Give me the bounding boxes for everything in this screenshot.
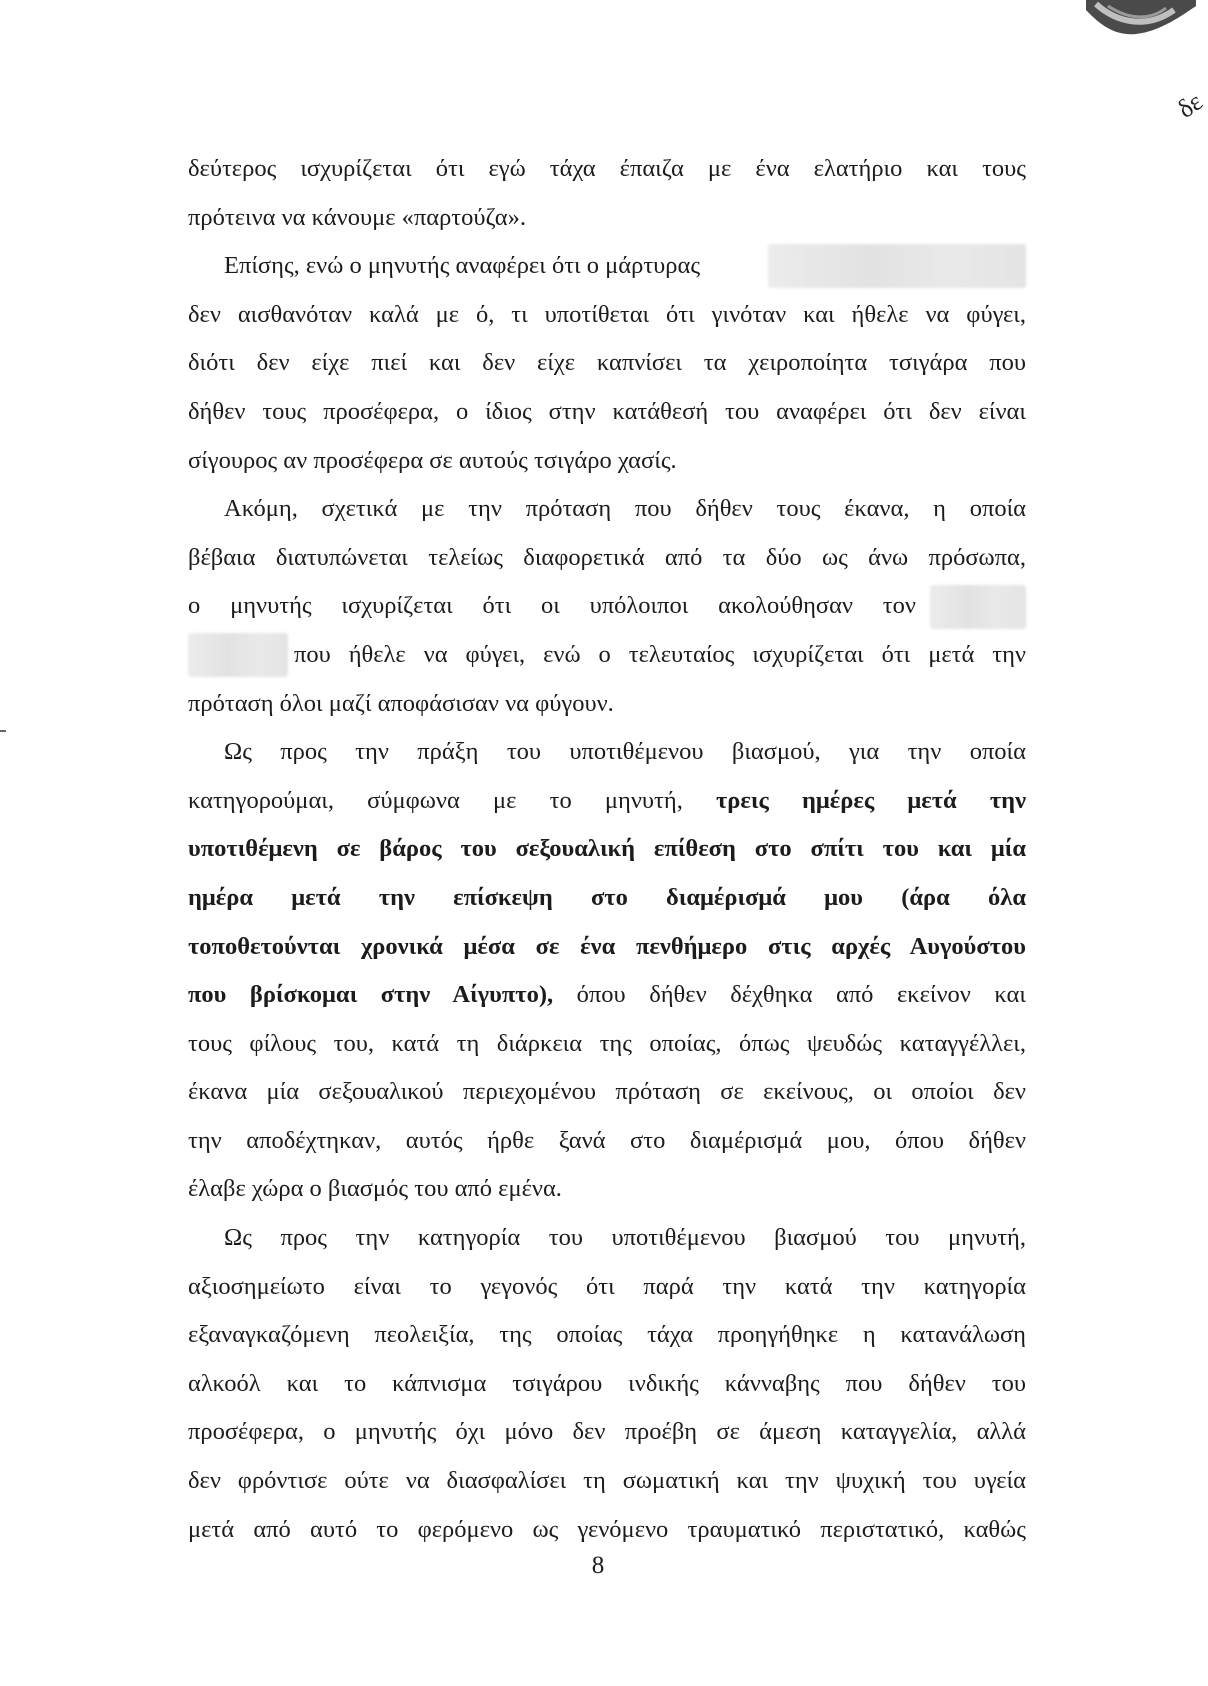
text-line: βέβαια διατυπώνεται τελείως διαφορετικά από τα δύο ως άνω πρόσωπα, xyxy=(188,543,1026,571)
margin-mark xyxy=(0,730,6,732)
text-line: σίγουρος αν προσέφερα σε αυτούς τσιγάρο χασίς. xyxy=(188,446,677,474)
text-line xyxy=(188,582,1026,631)
text-line: δεύτερος ισχυρίζεται ότι εγώ τάχα έπαιζα με ένα ελατήριο και τους xyxy=(188,155,1026,182)
corner-ink-blot xyxy=(1056,0,1196,48)
text-line: δήθεν τους προσέφερα, ο ίδιος στην κατάθεσή του αναφέρει ότι δεν είναι xyxy=(188,397,1026,425)
bold-text: τρεις ημέρες μετά την xyxy=(716,786,1027,814)
text-line: εξαναγκαζόμενη πεολειξία, της οποίας τάχα προηγήθηκε η κατανάλωση xyxy=(188,1321,1026,1349)
text-line-segment: κατηγορούμαι, σύμφωνα με το μηνυτή, xyxy=(188,786,683,814)
text-line xyxy=(188,777,1026,826)
text-line: πρότεινα να κάνουμε «παρτούζα». xyxy=(188,203,526,231)
text-line: διότι δεν είχε πιεί και δεν είχε καπνίσει τα χειροποίητα τσιγάρα που xyxy=(188,349,1026,377)
text-line: αξιοσημείωτο είναι το γεγονός ότι παρά την κατά την κατηγορία xyxy=(188,1272,1026,1300)
bold-text-line: υποτιθέμενη σε βάρος του σεξουαλική επίθεση στο σπίτι του και μία xyxy=(188,835,1026,863)
text-line-segment: Επίσης, ενώ ο μηνυτής αναφέρει ότι ο μάρτυρας xyxy=(224,252,701,280)
text-line: Ως προς την κατηγορία του υποτιθέμενου βιασμού του μηνυτή, xyxy=(224,1224,1026,1252)
text-line-segment: που ήθελε να φύγει, ενώ ο τελευταίος ισχυρίζεται ότι μετά την xyxy=(294,640,1026,668)
text-line: μετά από αυτό το φερόμενο ως γενόμενο τραυματικό περιστατικό, καθώς xyxy=(188,1515,1026,1543)
text-line: Ακόμη, σχετικά με την πρόταση που δήθεν τους έκανα, η οποία xyxy=(224,495,1026,523)
text-line: τους φίλους του, κατά τη διάρκεια της οποίας, όπως ψευδώς καταγγέλλει, xyxy=(188,1029,1026,1057)
margin-handwritten-note: δε xyxy=(1172,86,1208,124)
redacted-name xyxy=(930,585,1026,629)
bold-text-line: τοποθετούνται χρονικά μέσα σε ένα πενθήμερο στις αρχές Αυγούστου xyxy=(188,932,1026,960)
text-line: την αποδέχτηκαν, αυτός ήρθε ξανά στο διαμέρισμά μου, όπου δήθεν xyxy=(188,1126,1026,1154)
text-line xyxy=(188,631,1026,680)
text-line: έλαβε χώρα ο βιασμός του από εμένα. xyxy=(188,1175,562,1203)
bold-text-line: ημέρα μετά την επίσκεψη στο διαμέρισμά μου (άρα όλα xyxy=(188,883,1026,911)
body-text xyxy=(188,145,1026,1554)
text-line xyxy=(188,971,1026,1020)
text-line-segment: όπου δήθεν δέχθηκα από εκείνον και xyxy=(576,981,1026,1009)
page-number: 8 xyxy=(591,1552,605,1579)
text-line: αλκοόλ και το κάπνισμα τσιγάρου ινδικής κάνναβης που δήθεν του xyxy=(188,1369,1026,1397)
text-line: πρόταση όλοι μαζί αποφάσισαν να φύγουν. xyxy=(188,689,614,717)
text-line: προσέφερα, ο μηνυτής όχι μόνο δεν προέβη σε άμεση καταγγελία, αλλά xyxy=(188,1418,1026,1446)
text-line xyxy=(188,242,1026,291)
bold-text: που βρίσκομαι στην Αίγυπτο), xyxy=(188,981,554,1009)
redacted-name xyxy=(768,244,1026,288)
text-line: δεν αισθανόταν καλά με ό, τι υποτίθεται ότι γινόταν και ήθελε να φύγει, xyxy=(188,300,1026,328)
text-line: δεν φρόντισε ούτε να διασφαλίσει τη σωματική και την ψυχική του υγεία xyxy=(188,1467,1026,1495)
redacted-name xyxy=(188,633,288,677)
text-line: Ως προς την πράξη του υποτιθέμενου βιασμού, για την οποία xyxy=(224,738,1026,766)
text-line: έκανα μία σεξουαλικού περιεχομένου πρόταση σε εκείνους, οι οποίοι δεν xyxy=(188,1078,1026,1106)
text-line-segment: ο μηνυτής ισχυρίζεται ότι οι υπόλοιποι ακολούθησαν τον xyxy=(188,592,916,620)
